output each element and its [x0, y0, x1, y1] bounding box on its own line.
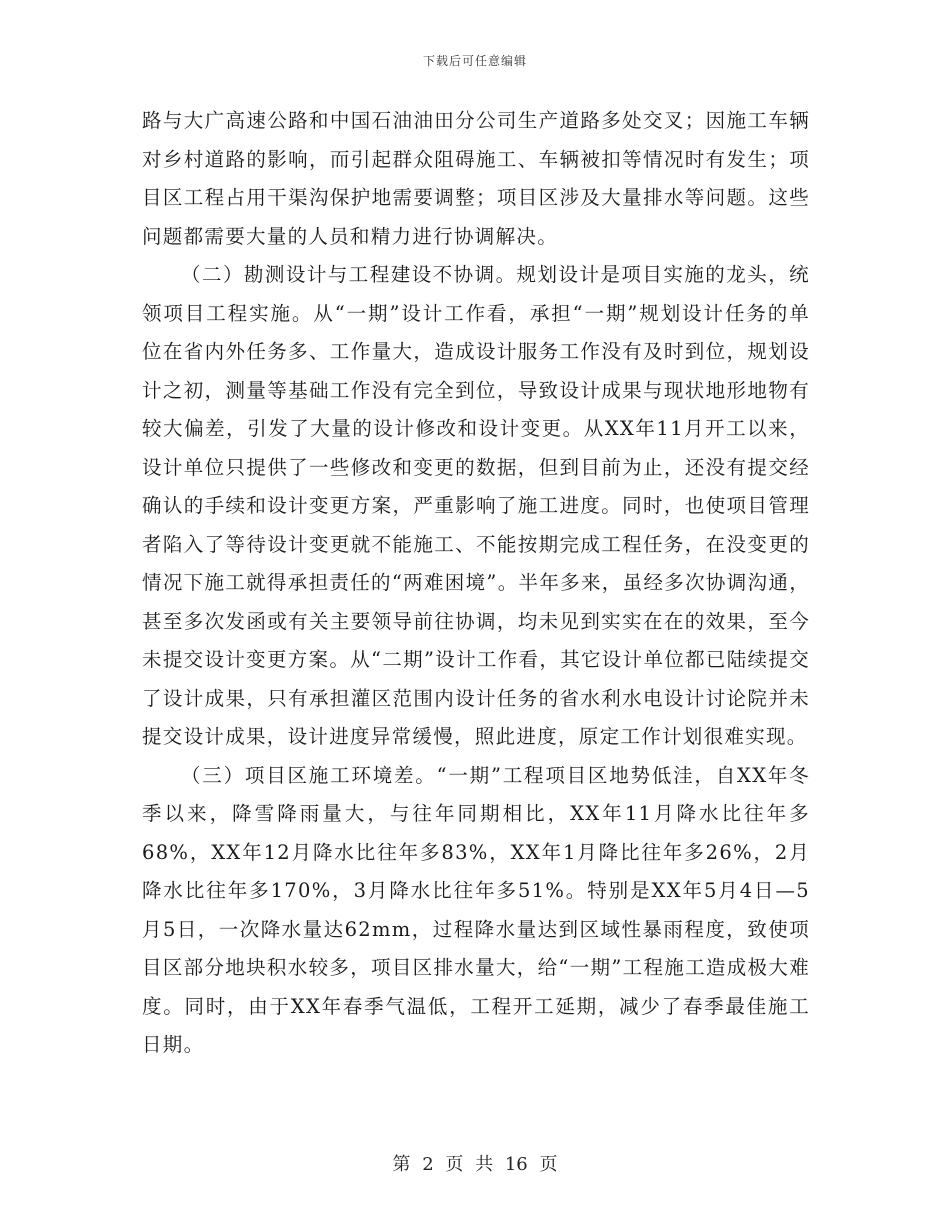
- page-number: 第 2 页 共 16 页: [392, 1154, 558, 1175]
- paragraph-continuation: 路与大广高速公路和中国石油油田分公司生产道路多处交叉；因施工车辆对乡村道路的影响，而引起群众阻碍施工、车辆被扣等情况时有发生；项目区工程占用干渠沟保护地需要调整；项目区涉及大量排水等问题。这些问题都需要大量的人员和精力进行协调解决。: [142, 109, 810, 248]
- paragraph-section-2: （二）勘测设计与工程建设不协调。规划设计是项目实施的龙头，统领项目工程实施。从“一期”设计工作看，承担“一期”规划设计任务的单位在省内外任务多、工作量大，造成设计服务工作没有及时到位，规划设计之初，测量等基础工作没有完全到位，导致设计成果与现状地形地物有较大偏差，引发了大量的设计修改和设计变更。从XX年11月开工以来，设计单位只提供了一些修改和变更的数据，但到目前为止，还没有提交经确认的手续和设计变更方案，严重影响了施工进度。同时，也使项目管理者陷入了等待设计变更就不能施工、不能按期完成工程任务，在没变更的情况下施工就得承担责任的“两难困境”。半年多来，虽经多次协调沟通，甚至多次发函或有关主要领导前往协调，均未见到实实在在的效果，至今未提交设计变更方案。从“二期”设计工作看，其它设计单位都已陆续提交了设计成果，只有承担灌区范围内设计任务的省水利水电设计讨论院并未提交设计成果，设计进度异常缓慢，照此进度，原定工作计划很难实现。: [142, 263, 810, 748]
- document-body: [142, 102, 810, 1065]
- page-header-note: 下载后可任意编辑: [422, 54, 527, 68]
- paragraph-section-3: （三）项目区施工环境差。“一期”工程项目区地势低洼，自XX年冬季以来，降雪降雨量大，与往年同期相比，XX年11月降水比往年多68%，XX年12月降水比往年多83%，XX年1月降比往年多26%，2月降水比往年多170%，3月降水比往年多51%。特别是XX年5月4日—5月5日，一次降水量达62mm，过程降水量达到区域性暴雨程度，致使项目区部分地块积水较多，项目区排水量大，给“一期”工程施工造成极大难度。同时，由于XX年春季气温低，工程开工延期，减少了春季最佳施工日期。: [142, 763, 810, 1056]
